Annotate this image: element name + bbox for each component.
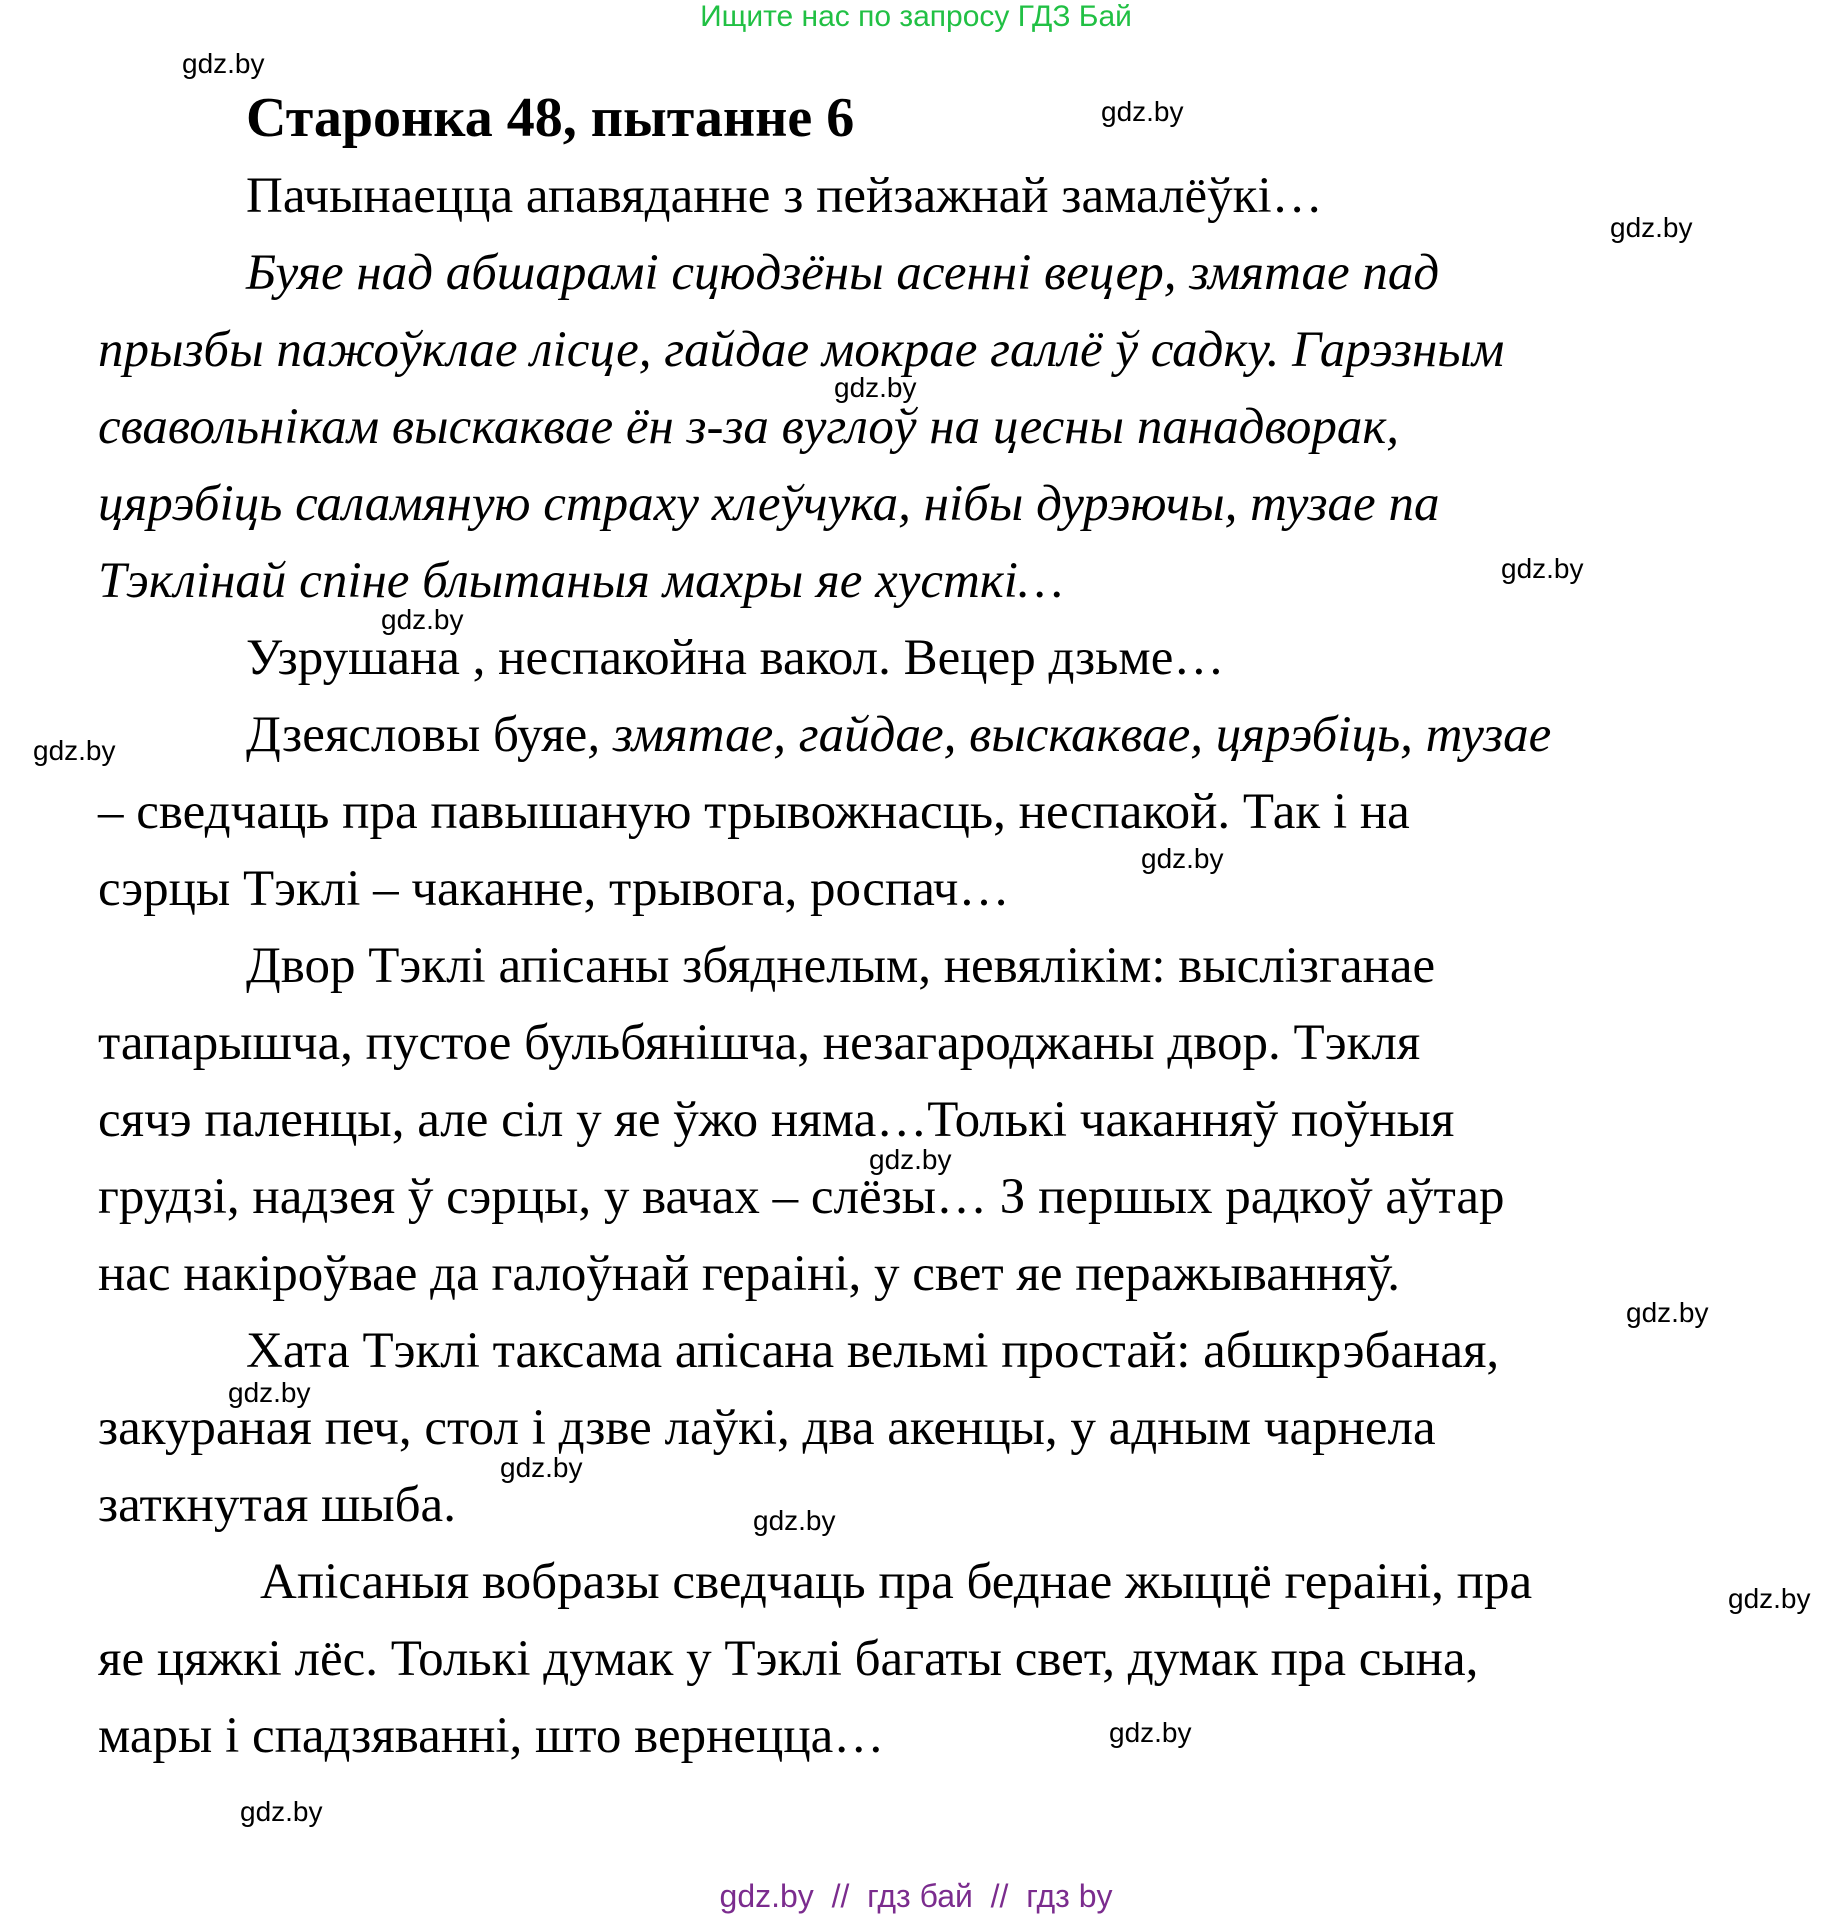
watermark: gdz.by bbox=[753, 1505, 836, 1536]
watermark: gdz.by bbox=[1501, 553, 1584, 584]
quote-line-3: свавольнікам выскаквае ён з-за вуглоў на цесны панадворак, bbox=[98, 399, 1399, 455]
watermark: gdz.by bbox=[33, 735, 116, 766]
quote-line-4: цярэбіць саламяную страху хлеўчука, нібы дурэючы, тузае па bbox=[98, 476, 1440, 532]
watermark: gdz.by bbox=[1728, 1583, 1811, 1614]
paragraph-house-line-3: заткнутая шыба. bbox=[98, 1477, 456, 1533]
top-banner: Ищите нас по запросу ГДЗ Бай bbox=[700, 0, 1132, 33]
page-title: Старонка 48, пытанне 6 bbox=[246, 87, 855, 149]
paragraph-intro: Пачынаецца апавяданне з пейзажнай замалёўкі… bbox=[246, 168, 1323, 224]
paragraph-yard-line-2: тапарышча, пустое бульбянішча, незагароджаны двор. Тэкля bbox=[98, 1015, 1421, 1071]
watermark: gdz.by bbox=[500, 1452, 583, 1483]
footer-links: gdz.by // гдз бай // гдз by bbox=[719, 1878, 1113, 1914]
paragraph-verbs-line-3: сэрцы Тэклі – чаканне, трывога, роспач… bbox=[98, 861, 1010, 917]
watermark: gdz.by bbox=[869, 1144, 952, 1175]
quote-line-1: Буяе над абшарамі сцюдзёны асенні вецер, змятае пад bbox=[246, 245, 1440, 301]
paragraph-house-line-2: закураная печ, стол і дзве лаўкі, два акенцы, у адным чарнела bbox=[98, 1400, 1436, 1456]
quote-line-5: Тэклінай спіне блытаныя махры яе хусткі… bbox=[98, 553, 1064, 609]
paragraph-yard-line-4: грудзі, надзея ў сэрцы, у вачах – слёзы… З першых радкоў аўтар bbox=[98, 1169, 1505, 1225]
verbs-list: , змятае, гайдае, выскаквае, цярэбіць, тузае bbox=[587, 707, 1552, 763]
paragraph-yard-line-3: сячэ паленцы, але сіл у яе ўжо няма…Толькі чаканняў поўныя bbox=[98, 1092, 1455, 1148]
watermark: gdz.by bbox=[1101, 96, 1184, 127]
paragraph-conclusion-line-2: яе цяжкі лёс. Толькі думак у Тэклі багаты свет, думак пра сына, bbox=[98, 1631, 1479, 1687]
watermark: gdz.by bbox=[228, 1377, 311, 1408]
watermark: gdz.by bbox=[1109, 1717, 1192, 1748]
paragraph-wind: Узрушана , неспакойна вакол. Вецер дзьме… bbox=[246, 630, 1225, 686]
quote-line-2: прызбы пажоўклае лісце, гайдае мокрае галлё ў садку. Гарэзным bbox=[98, 322, 1505, 378]
paragraph-conclusion-line-3: мары і спадзяванні, што вернецца… bbox=[98, 1708, 885, 1764]
paragraph-house-line-1: Хата Тэклі таксама апісана вельмі простай: абшкрэбаная, bbox=[246, 1323, 1500, 1379]
watermark: gdz.by bbox=[1141, 843, 1224, 874]
watermark: gdz.by bbox=[1610, 212, 1693, 243]
watermark: gdz.by bbox=[834, 372, 917, 403]
watermark: gdz.by bbox=[381, 604, 464, 635]
watermark: gdz.by bbox=[240, 1796, 323, 1827]
paragraph-conclusion-line-1: Апісаныя вобразы сведчаць пра беднае жыццё гераіні, пра bbox=[260, 1554, 1533, 1610]
paragraph-verbs-line-1 bbox=[246, 705, 1551, 765]
paragraph-verbs-line-2: – сведчаць пра павышаную трывожнасць, неспакой. Так і на bbox=[98, 784, 1410, 840]
watermark: gdz.by bbox=[1626, 1297, 1709, 1328]
verbs-lead: Дзеясловы буяе bbox=[246, 707, 588, 763]
watermark: gdz.by bbox=[182, 48, 265, 79]
paragraph-yard-line-5: нас накіроўвае да галоўнай гераіні, у свет яе перажыванняў. bbox=[98, 1246, 1401, 1302]
paragraph-yard-line-1: Двор Тэклі апісаны збяднелым, невялікім: выслізганае bbox=[246, 938, 1436, 994]
